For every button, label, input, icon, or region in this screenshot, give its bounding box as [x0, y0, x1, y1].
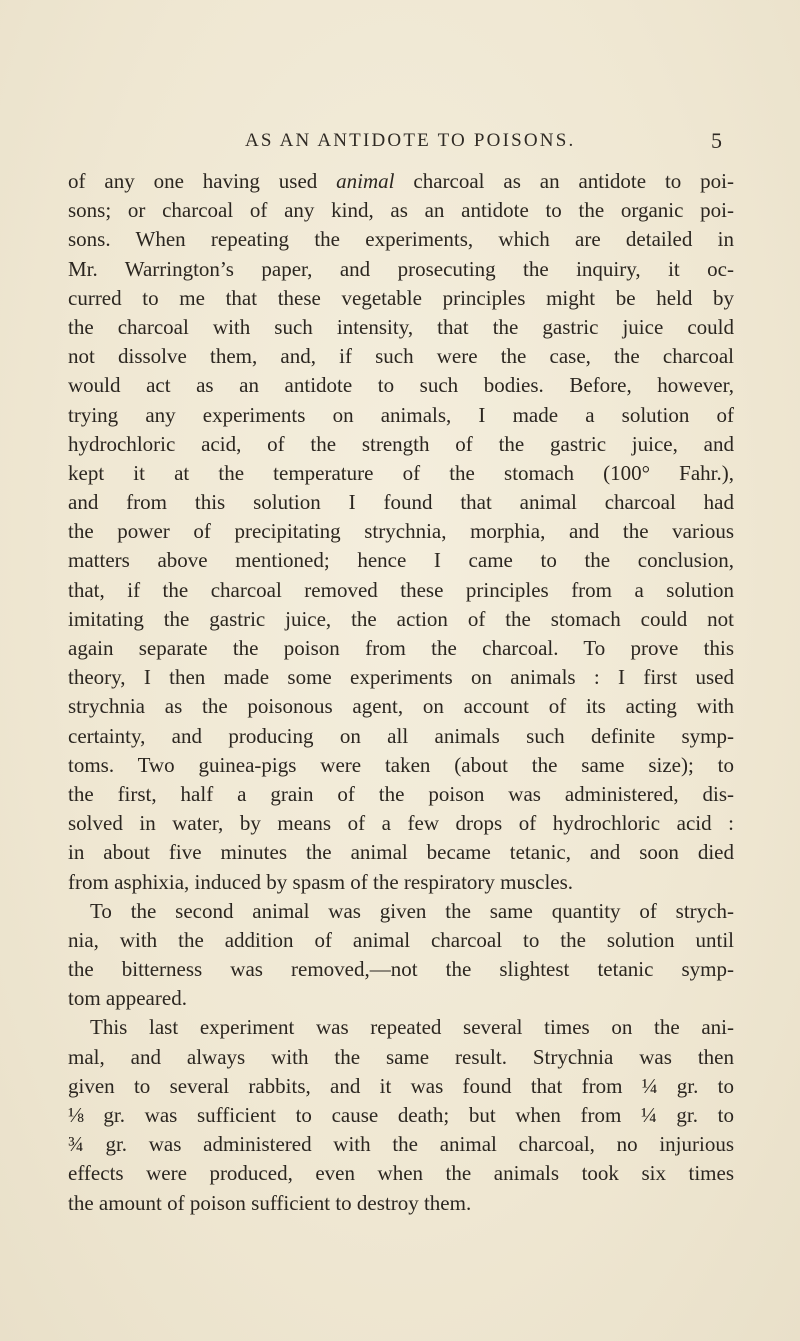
text-line	[68, 167, 734, 196]
running-head	[0, 130, 800, 160]
text-line: not dissolve them, and, if such were the case, the charcoal	[68, 344, 734, 369]
text-line: toms. Two guinea-pigs were taken (about the same size); to	[68, 752, 734, 777]
text-line: strychnia as the poisonous agent, on account of its acting with	[68, 694, 734, 719]
text-line: in about five minutes the animal became tetanic, and soon died	[68, 840, 734, 865]
text-line: sons. When repeating the experiments, which are detailed in	[68, 227, 734, 252]
text-line: from asphixia, induced by spasm of the respiratory muscles.	[68, 869, 574, 894]
text-line: again separate the poison from the charcoal. To prove this	[68, 636, 734, 660]
text-line: Mr. Warrington’s paper, and prosecuting the inquiry, it oc-	[68, 256, 734, 281]
text-run: of any one having used	[68, 169, 337, 193]
text-line: sons; or charcoal of any kind, as an antidote to the organic poi-	[68, 198, 734, 223]
text-line: imitating the gastric juice, the action of the stomach could not	[68, 606, 734, 631]
text-line: To the second animal was given the same quantity of strych-	[90, 898, 734, 923]
text-line: certainty, and producing on all animals such definite symp-	[68, 723, 734, 748]
text-line: given to several rabbits, and it was found that from ¼ gr. to	[68, 1073, 734, 1098]
running-title: AS AN ANTIDOTE TO POISONS.	[245, 130, 576, 151]
text-line: the power of precipitating strychnia, morphia, and the various	[68, 519, 734, 544]
text-line: hydrochloric acid, of the strength of the gastric juice, and	[68, 431, 734, 456]
body-text	[68, 167, 734, 1218]
text-line: the amount of poison sufficient to destroy them.	[68, 1190, 472, 1215]
text-line: the first, half a grain of the poison was administered, dis-	[68, 781, 734, 806]
text-line: solved in water, by means of a few drops of hydrochloric acid :	[68, 811, 734, 836]
page-number: 5	[711, 128, 722, 153]
text-run: charcoal as an antidote to poi-	[394, 169, 734, 193]
text-line: would act as an antidote to such bodies. Before, however,	[68, 373, 734, 398]
text-line: and from this solution I found that animal charcoal had	[68, 490, 734, 515]
text-line: the charcoal with such intensity, that the gastric juice could	[68, 314, 734, 339]
text-line: that, if the charcoal removed these principles from a solution	[68, 577, 734, 602]
text-line: the bitterness was removed,—not the slightest tetanic symp-	[68, 957, 734, 982]
text-line: curred to me that these vegetable principles might be held by	[68, 285, 734, 310]
text-line: ¾ gr. was administered with the animal charcoal, no injurious	[68, 1132, 734, 1157]
text-line: mal, and always with the same result. Strychnia was then	[68, 1044, 734, 1069]
text-line: trying any experiments on animals, I made a solution of	[68, 402, 734, 427]
text-line: theory, I then made some experiments on animals : I first used	[68, 665, 734, 690]
text-line: tom appeared.	[68, 986, 187, 1011]
text-line: This last experiment was repeated several times on the ani-	[90, 1015, 734, 1040]
text-line: kept it at the temperature of the stomach (100° Fahr.),	[68, 460, 734, 485]
text-line: matters above mentioned; hence I came to the conclusion,	[68, 548, 734, 573]
italic-word: animal	[336, 169, 395, 193]
text-line: effects were produced, even when the animals took six times	[68, 1161, 734, 1186]
text-line: nia, with the addition of animal charcoal to the solution until	[68, 927, 734, 952]
text-line: ⅛ gr. was sufficient to cause death; but when from ¼ gr. to	[68, 1103, 734, 1127]
